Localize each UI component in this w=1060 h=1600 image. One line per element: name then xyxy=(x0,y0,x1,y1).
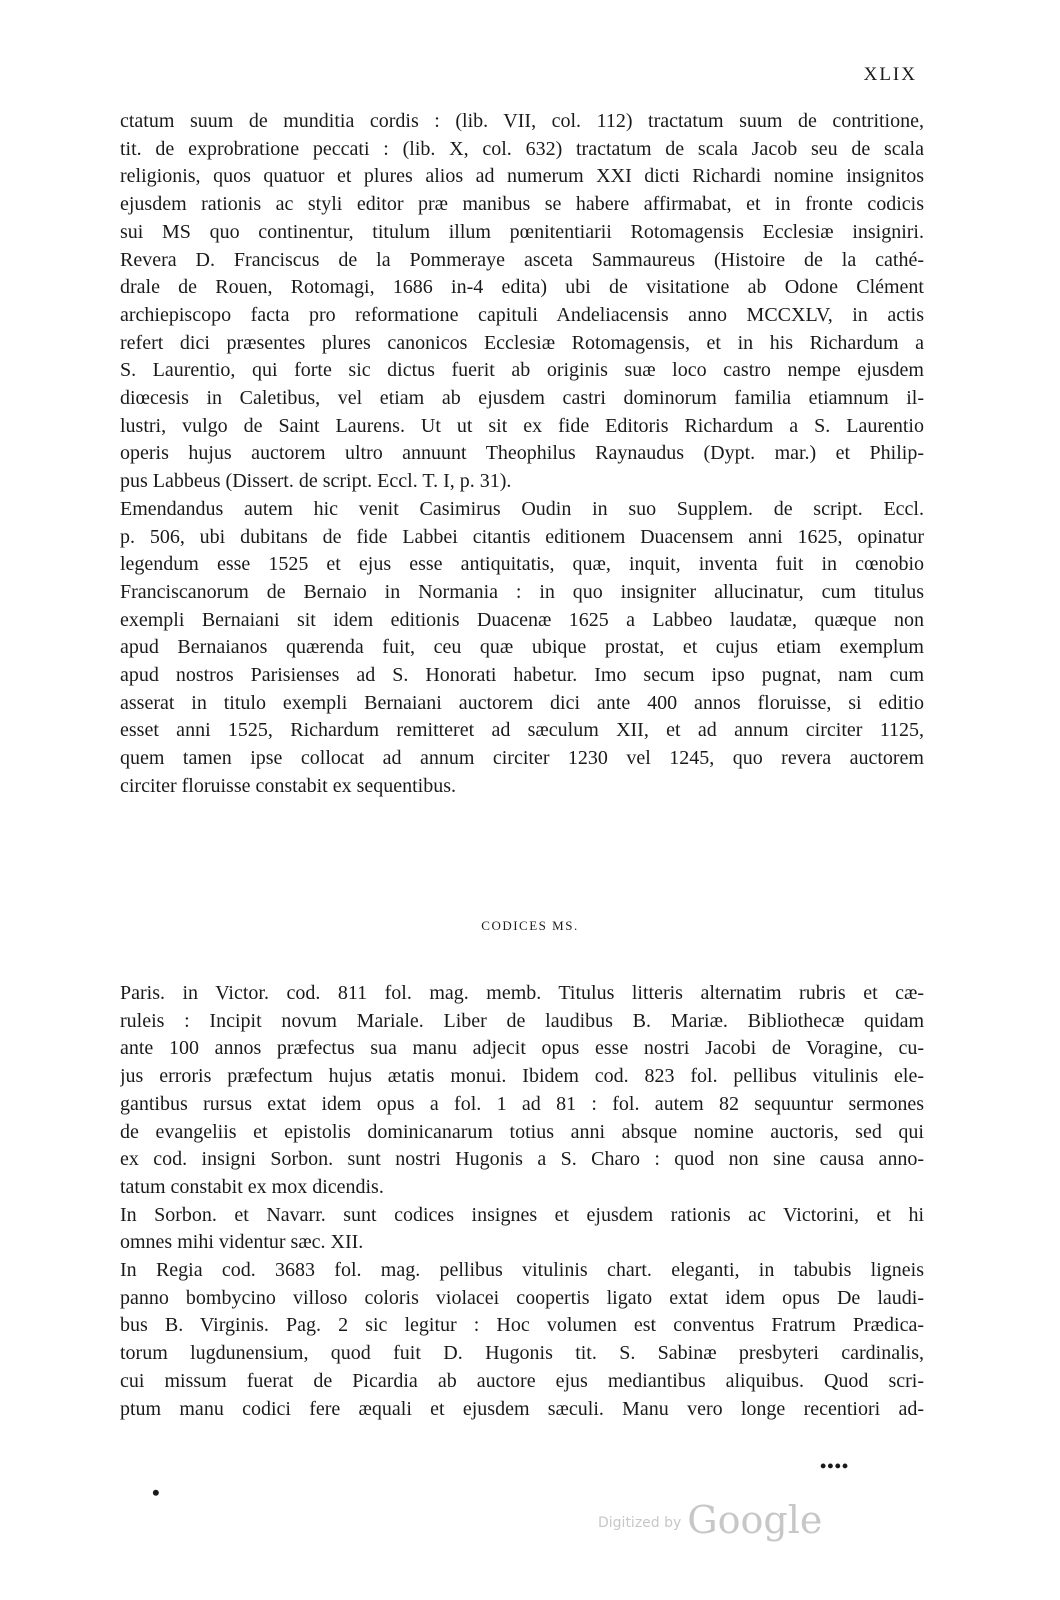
stray-dot: • xyxy=(152,1480,160,1505)
text-line: esset anni 1525, Richardum remitteret ad sæculum XII, et ad annum circiter 1125, xyxy=(120,719,924,742)
text-line: apud nostros Parisienses ad S. Honorati habetur. Imo secum ipso pugnat, nam cum xyxy=(120,664,924,687)
text-line: ptum manu codici fere æquali et ejusdem sæculi. Manu vero longe recentiori ad- xyxy=(120,1397,924,1420)
text-line: In Regia cod. 3683 fol. mag. pellibus vitulinis chart. eleganti, in tabubis ligneis xyxy=(120,1259,924,1282)
text-line: ex cod. insigni Sorbon. sunt nostri Hugonis a S. Charo : quod non sine causa anno- xyxy=(120,1148,924,1171)
text-line: apud Bernaianos quærenda fuit, ceu quæ ubique prostat, et cujus etiam exemplum xyxy=(120,636,924,659)
text-line: refert dici præsentes plures canonicos Ecclesiæ Rotomagensis, et in his Richardum a xyxy=(120,331,924,354)
text-line: sui MS quo continentur, titulum illum pœnitentiarii Rotomagensis Ecclesiæ insigniri. xyxy=(120,220,924,243)
text-line: jus erroris præfectum hujus ætatis monui. Ibidem cod. 823 fol. pellibus vitulinis ele- xyxy=(120,1065,924,1088)
continuation-mark: •••• xyxy=(820,1456,850,1476)
google-logo: Google xyxy=(687,1498,823,1542)
text-line: gantibus rursus extat idem opus a fol. 1 ad 81 : fol. autem 82 sequuntur sermones xyxy=(120,1092,924,1115)
text-line: cui missum fuerat de Picardia ab auctore ejus mediantibus aliquibus. Quod scri- xyxy=(120,1369,924,1392)
text-line: exempli Bernaiani sit idem editionis Duacenæ 1625 a Labbeo laudatæ, quæque non xyxy=(120,608,924,631)
text-line: ruleis : Incipit novum Mariale. Liber de laudibus B. Mariæ. Bibliothecæ quidam xyxy=(120,1009,924,1032)
text-line: operis hujus auctorem ultro annuunt Theophilus Raynaudus (Dypt. mar.) et Philip- xyxy=(120,442,924,465)
text-line: In Sorbon. et Navarr. sunt codices insignes et ejusdem rationis ac Victorini, et hi xyxy=(120,1203,924,1226)
text-line: archiepiscopo facta pro reformatione capituli Andeliacensis anno MCCXLV, in actis xyxy=(120,303,924,326)
text-line: S. Laurentio, qui forte sic dictus fuerit ab originis suæ loco castro nempe ejusdem xyxy=(120,359,924,382)
text-line: Franciscanorum de Bernaio in Normania : in quo insigniter allucinatur, cum titulus xyxy=(120,580,924,603)
text-line: ejusdem rationis ac styli editor præ manibus se habere affirmabat, et in fronte codicis xyxy=(120,193,924,216)
text-line: de evangeliis et epistolis dominicanarum totius anni absque nomine auctoris, sed qui xyxy=(120,1120,924,1143)
text-line: bus B. Virginis. Pag. 2 sic legitur : Hoc volumen est conventus Fratrum Prædica- xyxy=(120,1314,924,1337)
text-line: religionis, quos quatuor et plures alios ad numerum XXI dicti Richardi nomine insignitos xyxy=(120,165,924,188)
text-line: diœcesis in Caletibus, vel etiam ab ejusdem castri dominorum familia etiamnum il- xyxy=(120,387,924,410)
text-line: tatum constabit ex mox dicendis. xyxy=(120,1175,384,1198)
text-line: pus Labbeus (Dissert. de script. Eccl. T. I, p. 31). xyxy=(120,470,512,493)
text-line: Emendandus autem hic venit Casimirus Oudin in suo Supplem. de script. Eccl. xyxy=(120,497,924,520)
text-line: legendum esse 1525 et ejus esse antiquitatis, quæ, inquit, inventa fuit in cœnobio xyxy=(120,553,924,576)
text-line: torum lugdunensium, quod fuit D. Hugonis tit. S. Sabinæ presbyteri cardinalis, xyxy=(120,1342,924,1365)
text-line: circiter floruisse constabit ex sequentibus. xyxy=(120,774,457,797)
text-line: Paris. in Victor. cod. 811 fol. mag. memb. Titulus litteris alternatim rubris et cæ- xyxy=(120,982,924,1004)
text-line: Revera D. Franciscus de la Pommeraye asceta Sammaureus (Histoire de la cathé- xyxy=(120,248,924,271)
page-number: XLIX xyxy=(863,64,917,85)
digitization-watermark xyxy=(598,1498,822,1542)
text-line: drale de Rouen, Rotomagi, 1686 in-4 edita) ubi de visitatione ab Odone Clément xyxy=(120,276,924,299)
text-line: asserat in titulo exempli Bernaiani auctorem dici ante 400 annos floruisse, si editio xyxy=(120,691,924,714)
body-text-block-2 xyxy=(120,980,924,1423)
watermark-prefix: Digitized by xyxy=(598,1515,682,1531)
text-line: panno bombycino villoso coloris violacei coopertis ligato extat idem opus De laudi- xyxy=(120,1286,924,1309)
body-text-block-1 xyxy=(120,108,924,801)
text-line: ante 100 annos præfectus sua manu adjecit opus esse nostri Jacobi de Voragine, cu- xyxy=(120,1037,924,1060)
section-heading: CODICES MS. xyxy=(481,918,579,933)
text-line: omnes mihi videntur sæc. XII. xyxy=(120,1231,364,1254)
text-line: tit. de exprobratione peccati : (lib. X, col. 632) tractatum de scala Jacob seu de scala xyxy=(120,137,924,160)
text-line: ctatum suum de munditia cordis : (lib. VII, col. 112) tractatum suum de contritione, xyxy=(120,110,924,132)
text-line: lustri, vulgo de Saint Laurens. Ut ut sit ex fide Editoris Richardum a S. Laurentio xyxy=(120,414,924,437)
text-line: quem tamen ipse collocat ad annum circiter 1230 vel 1245, quo revera auctorem xyxy=(120,747,924,770)
text-line: p. 506, ubi dubitans de fide Labbei citantis editionem Duacensem anni 1625, opinatur xyxy=(120,525,924,548)
